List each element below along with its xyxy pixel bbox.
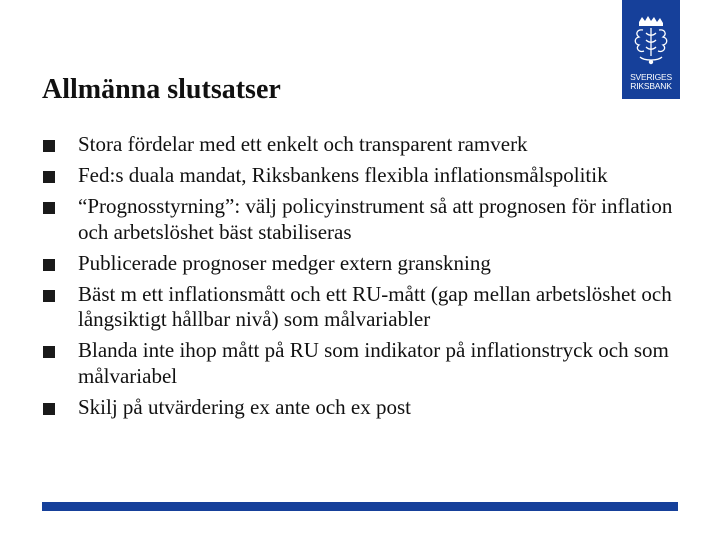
bullet-text: Blanda inte ihop mått på RU som indikator på inflationstryck och som målvariabel <box>78 338 669 388</box>
logo-text-riksbank: RIKSBANK <box>630 81 672 91</box>
bullet-item <box>40 395 700 421</box>
bullet-text: Skilj på utvärdering ex ante och ex post <box>78 394 411 419</box>
square-bullet-icon <box>43 346 55 358</box>
bullet-item <box>40 251 700 277</box>
bullet-text: “Prognosstyrning”: välj policyinstrument så att prognosen för inflation och arbetslöshet bäst stabiliseras <box>78 194 673 244</box>
square-bullet-icon <box>43 290 55 302</box>
logo-text-sveriges: SVERIGES <box>630 72 672 82</box>
riksbank-logo <box>622 0 680 99</box>
square-bullet-icon <box>43 403 55 415</box>
square-bullet-icon <box>43 202 55 214</box>
crown-crest-icon <box>622 0 680 72</box>
bullet-item <box>40 194 700 245</box>
square-bullet-icon <box>43 259 55 271</box>
bullet-item <box>40 132 700 158</box>
square-bullet-icon <box>43 140 55 152</box>
bullet-item <box>40 338 700 389</box>
bullet-text: Stora fördelar med ett enkelt och transparent ramverk <box>78 132 528 156</box>
bullet-text: Publicerade prognoser medger extern granskning <box>78 250 491 275</box>
bullet-text: Bäst m ett inflationsmått och ett RU-mått (gap mellan arbetslöshet och långsiktigt hållbar nivå) som målvariabler <box>78 281 672 331</box>
bullet-item <box>40 163 700 189</box>
bullet-item <box>40 282 700 333</box>
bullet-text: Fed:s duala mandat, Riksbankens flexibla inflationsmålspolitik <box>78 163 608 187</box>
bullet-list <box>40 132 700 426</box>
bottom-divider <box>42 502 678 511</box>
square-bullet-icon <box>43 171 55 183</box>
slide-title: Allmänna slutsatser <box>42 74 281 105</box>
